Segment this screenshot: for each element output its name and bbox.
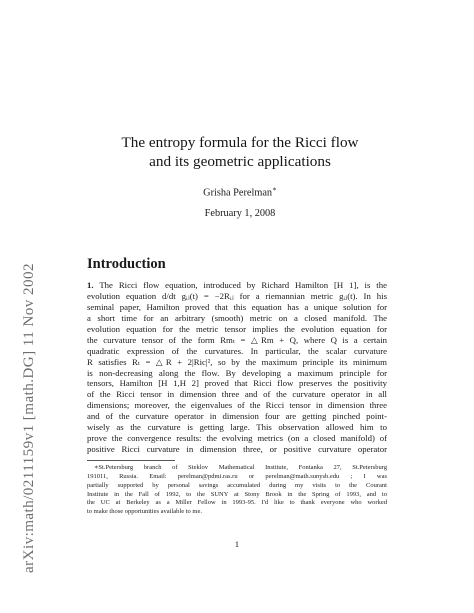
body-line-7: quadratic expression of the curvatures. In particular, the scalar curvature	[87, 345, 387, 356]
body-line-12: dimensions; moreover, the eigenvalues of the Ricci tensor in dimension three	[87, 400, 387, 411]
body-line-2: evolution equation d/dt gᵢⱼ(t) = −2Rᵢⱼ for a riemannian metric gᵢⱼ(t). In his	[87, 290, 387, 301]
body-line-1-text: The Ricci flow equation, introduced by Richard Hamilton [H 1], is the	[93, 280, 387, 290]
footnote-line-4: Institute in the Fall of 1992, to the SUNY at Stony Brook in the Spring of 1993, and to	[87, 490, 387, 498]
footnote-line-1: ∗St.Petersburg branch of Steklov Mathematical Institute, Fontanka 27, St.Petersburg	[94, 464, 387, 471]
paragraph-number: 1.	[87, 280, 94, 290]
title-line-1: The entropy formula for the Ricci flow	[121, 134, 359, 151]
arxiv-identifier-stamp: arXiv:math/0211159v1 [math.DG] 11 Nov 2002	[20, 263, 37, 573]
author-text: Grisha Perelman	[203, 187, 273, 199]
author-footnote-mark: ∗	[272, 185, 277, 193]
body-line-3: seminal paper, Hamilton proved that this equation has a unique solution for	[87, 301, 387, 312]
author-name	[90, 183, 390, 199]
page-number: 1	[234, 539, 240, 549]
body-line-1	[87, 280, 387, 291]
footnote-rule	[87, 460, 175, 461]
paper-title	[90, 133, 390, 171]
body-line-16: positive Ricci curvature in dimension three, or positive curvature operator	[87, 444, 387, 455]
footnote-line-6: to make those opportunities available to me.	[87, 508, 202, 516]
body-line-13: and of the curvature operator in dimension four are getting pinched point-	[87, 411, 387, 422]
introduction-paragraph	[87, 280, 387, 455]
body-line-8: R satisfies Rₜ = △R + 2|Ric|², so by the maximum principle its minimum	[87, 356, 387, 367]
body-line-6: the curvature tensor of the form Rmₜ = △Rm + Q, where Q is a certain	[87, 334, 387, 345]
body-line-10: tensors, Hamilton [H 1,H 2] proved that Ricci flow preserves the positivity	[87, 378, 387, 389]
body-line-15: prove the convergence results: the evolving metrics (on a closed manifold) of	[87, 433, 387, 444]
paper-date: February 1, 2008	[204, 208, 276, 219]
footnote-line-2: 191011, Russia. Email: perelman@pdmi.ras.ru or perelman@math.sunysb.edu ; I was	[87, 472, 387, 480]
body-line-11: of the Ricci tensor in dimension three and of the curvature operator in all	[87, 389, 387, 400]
section-heading-introduction: Introduction	[87, 256, 166, 272]
body-line-14: wisely as the curvature is getting large. This observation allowed him to	[87, 422, 387, 433]
body-line-9: is non-decreasing along the flow. By developing a maximum principle for	[87, 367, 387, 378]
footnote-line-3: partially supported by personal savings accumulated during my visits to the Courant	[87, 481, 387, 489]
footnote	[87, 464, 387, 517]
footnote-line-5: the UC at Berkeley as a Miller Fellow in 1993-95. I'd like to thank everyone who worked	[87, 499, 387, 507]
body-line-4: a short time for an arbitrary (smooth) metric on a closed manifold. The	[87, 312, 387, 323]
body-line-5: evolution equation for the metric tensor implies the evolution equation for	[87, 323, 387, 334]
title-line-2: and its geometric applications	[149, 153, 331, 170]
